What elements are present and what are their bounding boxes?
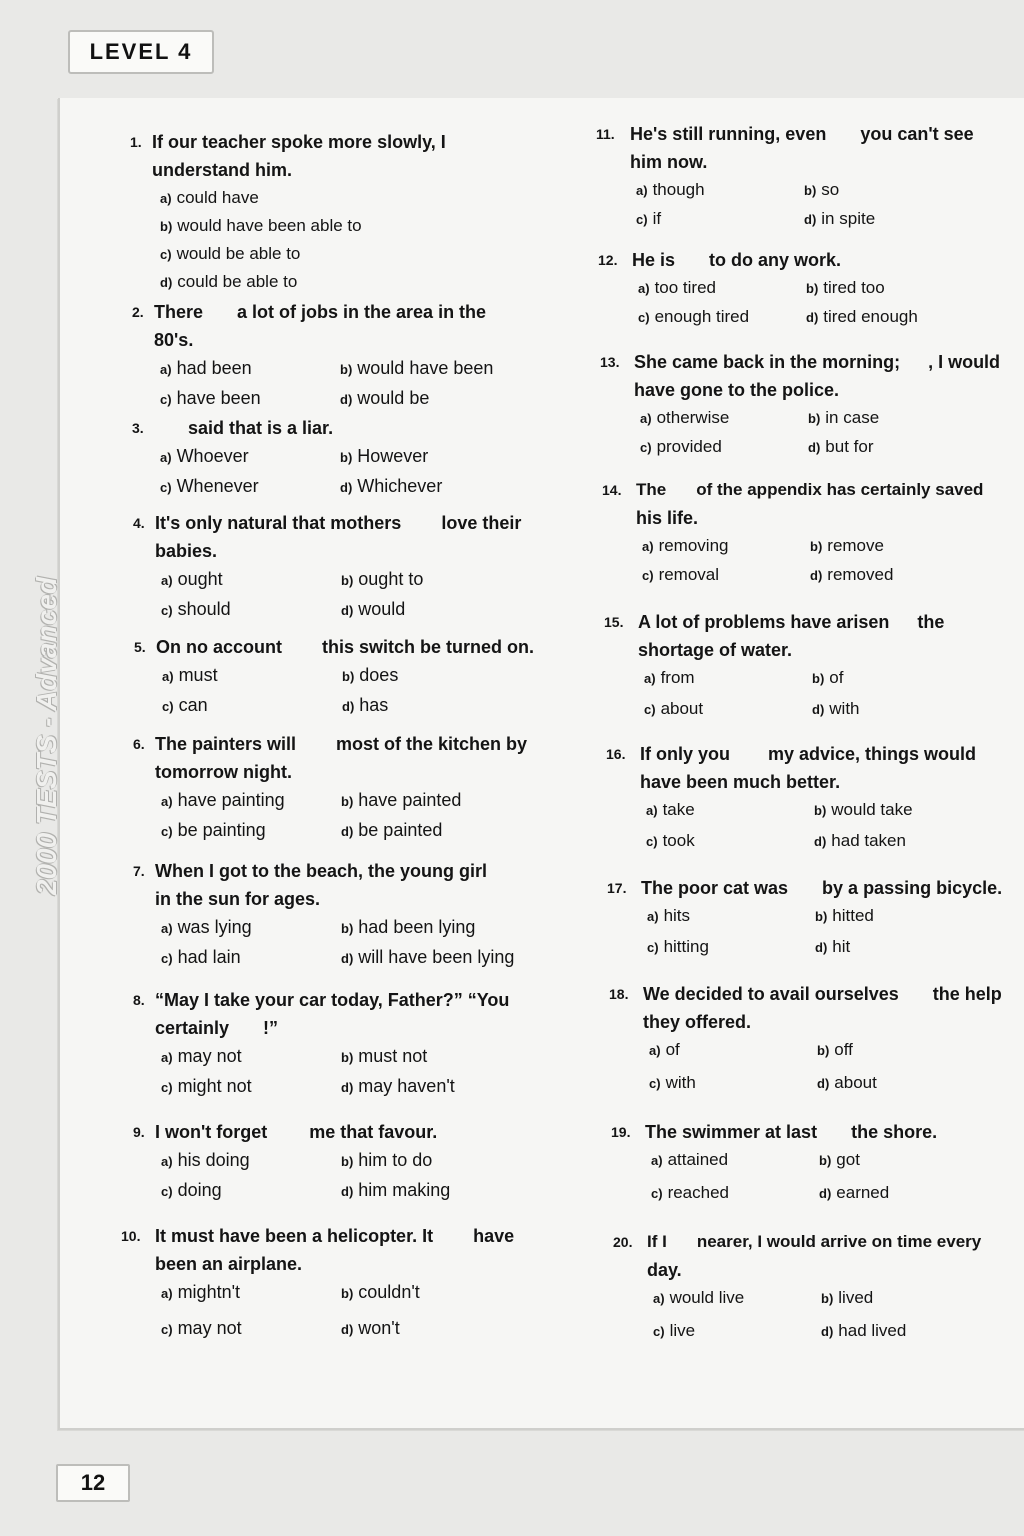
question-stem: If our teacher spoke more slowly, I xyxy=(152,132,446,152)
option-b[interactable]: b) of xyxy=(812,668,844,687)
option-c[interactable]: c) live xyxy=(653,1321,696,1340)
question-number: 12. xyxy=(598,252,618,268)
option-d[interactable]: d) him making xyxy=(341,1180,451,1200)
option-b[interactable]: b) so xyxy=(804,180,840,199)
option-d[interactable]: d) about xyxy=(817,1073,877,1092)
option-b[interactable]: b) him to do xyxy=(341,1150,433,1170)
question-number: 6. xyxy=(133,736,145,752)
option-d[interactable]: d) would be xyxy=(340,388,430,408)
option-d[interactable]: d) had taken xyxy=(814,831,906,850)
question-stem: On no account xyxy=(156,637,282,657)
question-stem: The poor cat was xyxy=(641,878,789,898)
question-10: 10. It must have been a helicopter. It have been an airplane. a) mightn't b) couldn't c) may not d) won't xyxy=(155,1222,575,1344)
question-11: 11. He's still running, even you can't see him now. a) though b) so c) if d) in spite xyxy=(630,120,1000,234)
question-stem: “May I take your car today, Father?” “You xyxy=(155,990,510,1010)
option-b[interactable]: b) off xyxy=(817,1040,853,1059)
option-a[interactable]: a) otherwise xyxy=(640,408,730,427)
option-a[interactable]: a) hits xyxy=(647,906,691,925)
question-8: 8. “May I take your car today, Father?” “You certainly !” a) may not b) must not c) might not d) may haven't xyxy=(155,986,575,1102)
option-b[interactable]: b) had been lying xyxy=(341,917,476,937)
option-c[interactable]: c) with xyxy=(649,1073,696,1092)
question-number: 16. xyxy=(606,746,626,762)
page-number: 12 xyxy=(56,1464,130,1502)
option-a[interactable]: a) Whoever xyxy=(160,446,249,466)
option-c[interactable]: c) may not xyxy=(161,1318,242,1338)
option-a[interactable]: a) take xyxy=(646,800,695,819)
option-d[interactable]: d) earned xyxy=(819,1183,890,1202)
option-d[interactable]: d) be painted xyxy=(341,820,443,840)
option-c[interactable]: c) doing xyxy=(161,1180,222,1200)
question-13: 13. She came back in the morning; , I would have gone to the police. a) otherwise b) in case c) provided d) but for xyxy=(634,348,1004,462)
option-c[interactable]: c) took xyxy=(646,831,695,850)
option-b[interactable]: b) couldn't xyxy=(341,1282,420,1302)
question-number: 18. xyxy=(609,986,629,1002)
question-3 xyxy=(132,414,574,502)
option-a[interactable]: a) mightn't xyxy=(161,1282,241,1302)
option-d[interactable]: d) would xyxy=(341,599,406,619)
option-c[interactable]: c) be painting xyxy=(161,820,266,840)
question-5: 5. On no account this switch be turned on. a) must b) does c) can d) has xyxy=(156,633,576,721)
spine-title: 2000 TESTS - Advanced xyxy=(31,577,62,895)
option-c[interactable]: c) Whenever xyxy=(160,476,259,496)
option-c[interactable]: c) can xyxy=(162,695,208,715)
question-19: 19. The swimmer at last the shore. a) attained b) got c) reached d) earned xyxy=(645,1118,1015,1208)
question-number: 1. xyxy=(130,134,142,150)
question-7: 7. When I got to the beach, the young girl in the sun for ages. a) was lying b) had been lying c) had lain d) will have been lying xyxy=(155,857,575,973)
question-12: 12. He is to do any work. a) too tired b) tired too c) enough tired d) tired enough xyxy=(632,246,1002,332)
option-d[interactable]: d) with xyxy=(812,699,860,718)
question-stem: She came back in the morning; xyxy=(634,352,901,372)
question-number: 5. xyxy=(134,639,146,655)
option-a[interactable]: a) ought xyxy=(161,569,223,589)
question-9: 9. I won't forget me that favour. a) his doing b) him to do c) doing d) him making xyxy=(155,1118,575,1206)
option-a[interactable]: a) removing xyxy=(642,536,729,555)
option-b[interactable]: b) does xyxy=(342,665,399,685)
option-d[interactable]: d) in spite xyxy=(804,209,876,228)
option-d[interactable]: d) may haven't xyxy=(341,1076,455,1096)
question-stem: A lot of problems have arisen xyxy=(638,612,890,632)
question-number: 14. xyxy=(602,482,622,498)
option-d[interactable]: d) won't xyxy=(341,1318,400,1338)
question-number: 4. xyxy=(133,515,145,531)
question-stem: The painters will xyxy=(155,734,297,754)
level-heading: LEVEL 4 xyxy=(68,30,214,74)
question-stem: We decided to avail ourselves xyxy=(643,984,899,1004)
option-d[interactable]: d) had lived xyxy=(821,1321,907,1340)
question-stem: It's only natural that mothers xyxy=(155,513,402,533)
option-c[interactable]: c) hitting xyxy=(647,937,709,956)
option-a[interactable]: a) from xyxy=(644,668,695,687)
question-stem: The xyxy=(636,480,667,499)
option-a[interactable]: a) may not xyxy=(161,1046,242,1066)
question-number: 19. xyxy=(611,1124,631,1140)
question-number: 15. xyxy=(604,614,624,630)
option-d[interactable]: d) but for xyxy=(808,437,874,456)
option-a[interactable]: a) attained xyxy=(651,1150,729,1169)
question-number: 10. xyxy=(121,1228,141,1244)
option-c[interactable]: c) should xyxy=(161,599,231,619)
question-16: 16. If only you my advice, things would have been much better. a) take b) would take c) took d) had taken xyxy=(640,740,1010,856)
option-a[interactable]: a) must xyxy=(162,665,218,685)
question-stem: If only you xyxy=(640,744,730,764)
option-d[interactable]: d) hit xyxy=(815,937,851,956)
option-d[interactable]: d) Whichever xyxy=(340,476,443,496)
option-a[interactable]: a) would live xyxy=(653,1288,745,1307)
question-number: 11. xyxy=(596,126,615,142)
option-b[interactable]: b) have painted xyxy=(341,790,462,810)
question-number: 13. xyxy=(600,354,620,370)
option-d[interactable]: d) tired enough xyxy=(806,307,918,326)
option-c[interactable]: c) might not xyxy=(161,1076,252,1096)
question-stem: The swimmer at last xyxy=(645,1122,818,1142)
question-4: 4. It's only natural that mothers love their babies. a) ought b) ought to c) should d) would xyxy=(155,509,575,625)
option-c[interactable]: c) if xyxy=(636,209,662,228)
question-20: 20. If I nearer, I would arrive on time every day. a) would live b) lived c) live d) had lived xyxy=(647,1228,1007,1346)
question-18: 18. We decided to avail ourselves the help they offered. a) of b) off c) with d) about xyxy=(643,980,1013,1098)
question-stem: It must have been a helicopter. It xyxy=(155,1226,434,1246)
option-a[interactable]: a) had been xyxy=(160,358,252,378)
question-2: 2. There a lot of jobs in the area in the 80's. a) had been b) would have been c) have been d) would be xyxy=(154,298,574,414)
option-b[interactable]: b) ought to xyxy=(341,569,424,589)
option-a[interactable]: a) could have xyxy=(160,188,259,207)
option-d[interactable]: d) removed xyxy=(810,565,894,584)
question-14: 14. The of the appendix has certainly saved his life. a) removing b) remove c) removal d) removed xyxy=(636,476,1006,590)
option-a[interactable]: a) was lying xyxy=(161,917,252,937)
option-a[interactable]: a) his doing xyxy=(161,1150,250,1170)
option-c[interactable]: c) provided xyxy=(640,437,722,456)
question-stem-cont: understand him. xyxy=(152,160,293,180)
question-number: 8. xyxy=(133,992,145,1008)
option-d[interactable]: d) will have been lying xyxy=(341,947,515,967)
option-b[interactable]: b) lived xyxy=(821,1288,874,1307)
option-b[interactable]: b) would take xyxy=(814,800,913,819)
option-b[interactable]: b) hitted xyxy=(815,906,874,925)
option-d[interactable]: d) could be able to xyxy=(160,272,298,291)
question-6: 6. The painters will most of the kitchen by tomorrow night. a) have painting b) have painted c) be painting d) be painted xyxy=(155,730,575,846)
option-c[interactable]: c) removal xyxy=(642,565,720,584)
option-d[interactable]: d) has xyxy=(342,695,389,715)
option-c[interactable]: c) would be able to xyxy=(160,244,301,263)
question-1 xyxy=(130,128,572,296)
option-b[interactable]: b) would have been xyxy=(340,358,494,378)
question-number: 3. xyxy=(132,420,144,436)
option-a[interactable]: a) of xyxy=(649,1040,680,1059)
question-number: 7. xyxy=(133,863,145,879)
question-stem: He is xyxy=(632,250,676,270)
option-a[interactable]: a) too tired xyxy=(638,278,716,297)
question-stem: I won't forget xyxy=(155,1122,268,1142)
question-number: 20. xyxy=(613,1234,633,1250)
option-c[interactable]: c) reached xyxy=(651,1183,729,1202)
option-b[interactable]: b) would have been able to xyxy=(160,216,362,235)
question-stem: When I got to the beach, the young girl xyxy=(155,861,487,881)
option-b[interactable]: b) got xyxy=(819,1150,860,1169)
option-c[interactable]: c) had lain xyxy=(161,947,241,967)
option-b[interactable]: b) However xyxy=(340,446,429,466)
question-number: 17. xyxy=(607,880,627,896)
option-a[interactable]: a) have painting xyxy=(161,790,285,810)
option-b[interactable]: b) tired too xyxy=(806,278,885,297)
option-c[interactable]: c) have been xyxy=(160,388,261,408)
question-stem: said that is a liar. xyxy=(188,418,334,438)
option-b[interactable]: b) remove xyxy=(810,536,884,555)
question-number: 2. xyxy=(132,304,144,320)
option-a[interactable]: a) though xyxy=(636,180,705,199)
option-b[interactable]: b) must not xyxy=(341,1046,428,1066)
option-c[interactable]: c) about xyxy=(644,699,704,718)
question-number: 9. xyxy=(133,1124,145,1140)
option-c[interactable]: c) enough tired xyxy=(638,307,750,326)
question-stem: He's still running, even xyxy=(630,124,827,144)
question-17: 17. The poor cat was by a passing bicycle. a) hits b) hitted c) hitting d) hit xyxy=(641,874,1011,962)
option-b[interactable]: b) in case xyxy=(808,408,880,427)
question-15: 15. A lot of problems have arisen the shortage of water. a) from b) of c) about d) with xyxy=(638,608,1008,724)
question-stem: If I xyxy=(647,1232,667,1251)
question-stem: There xyxy=(154,302,204,322)
